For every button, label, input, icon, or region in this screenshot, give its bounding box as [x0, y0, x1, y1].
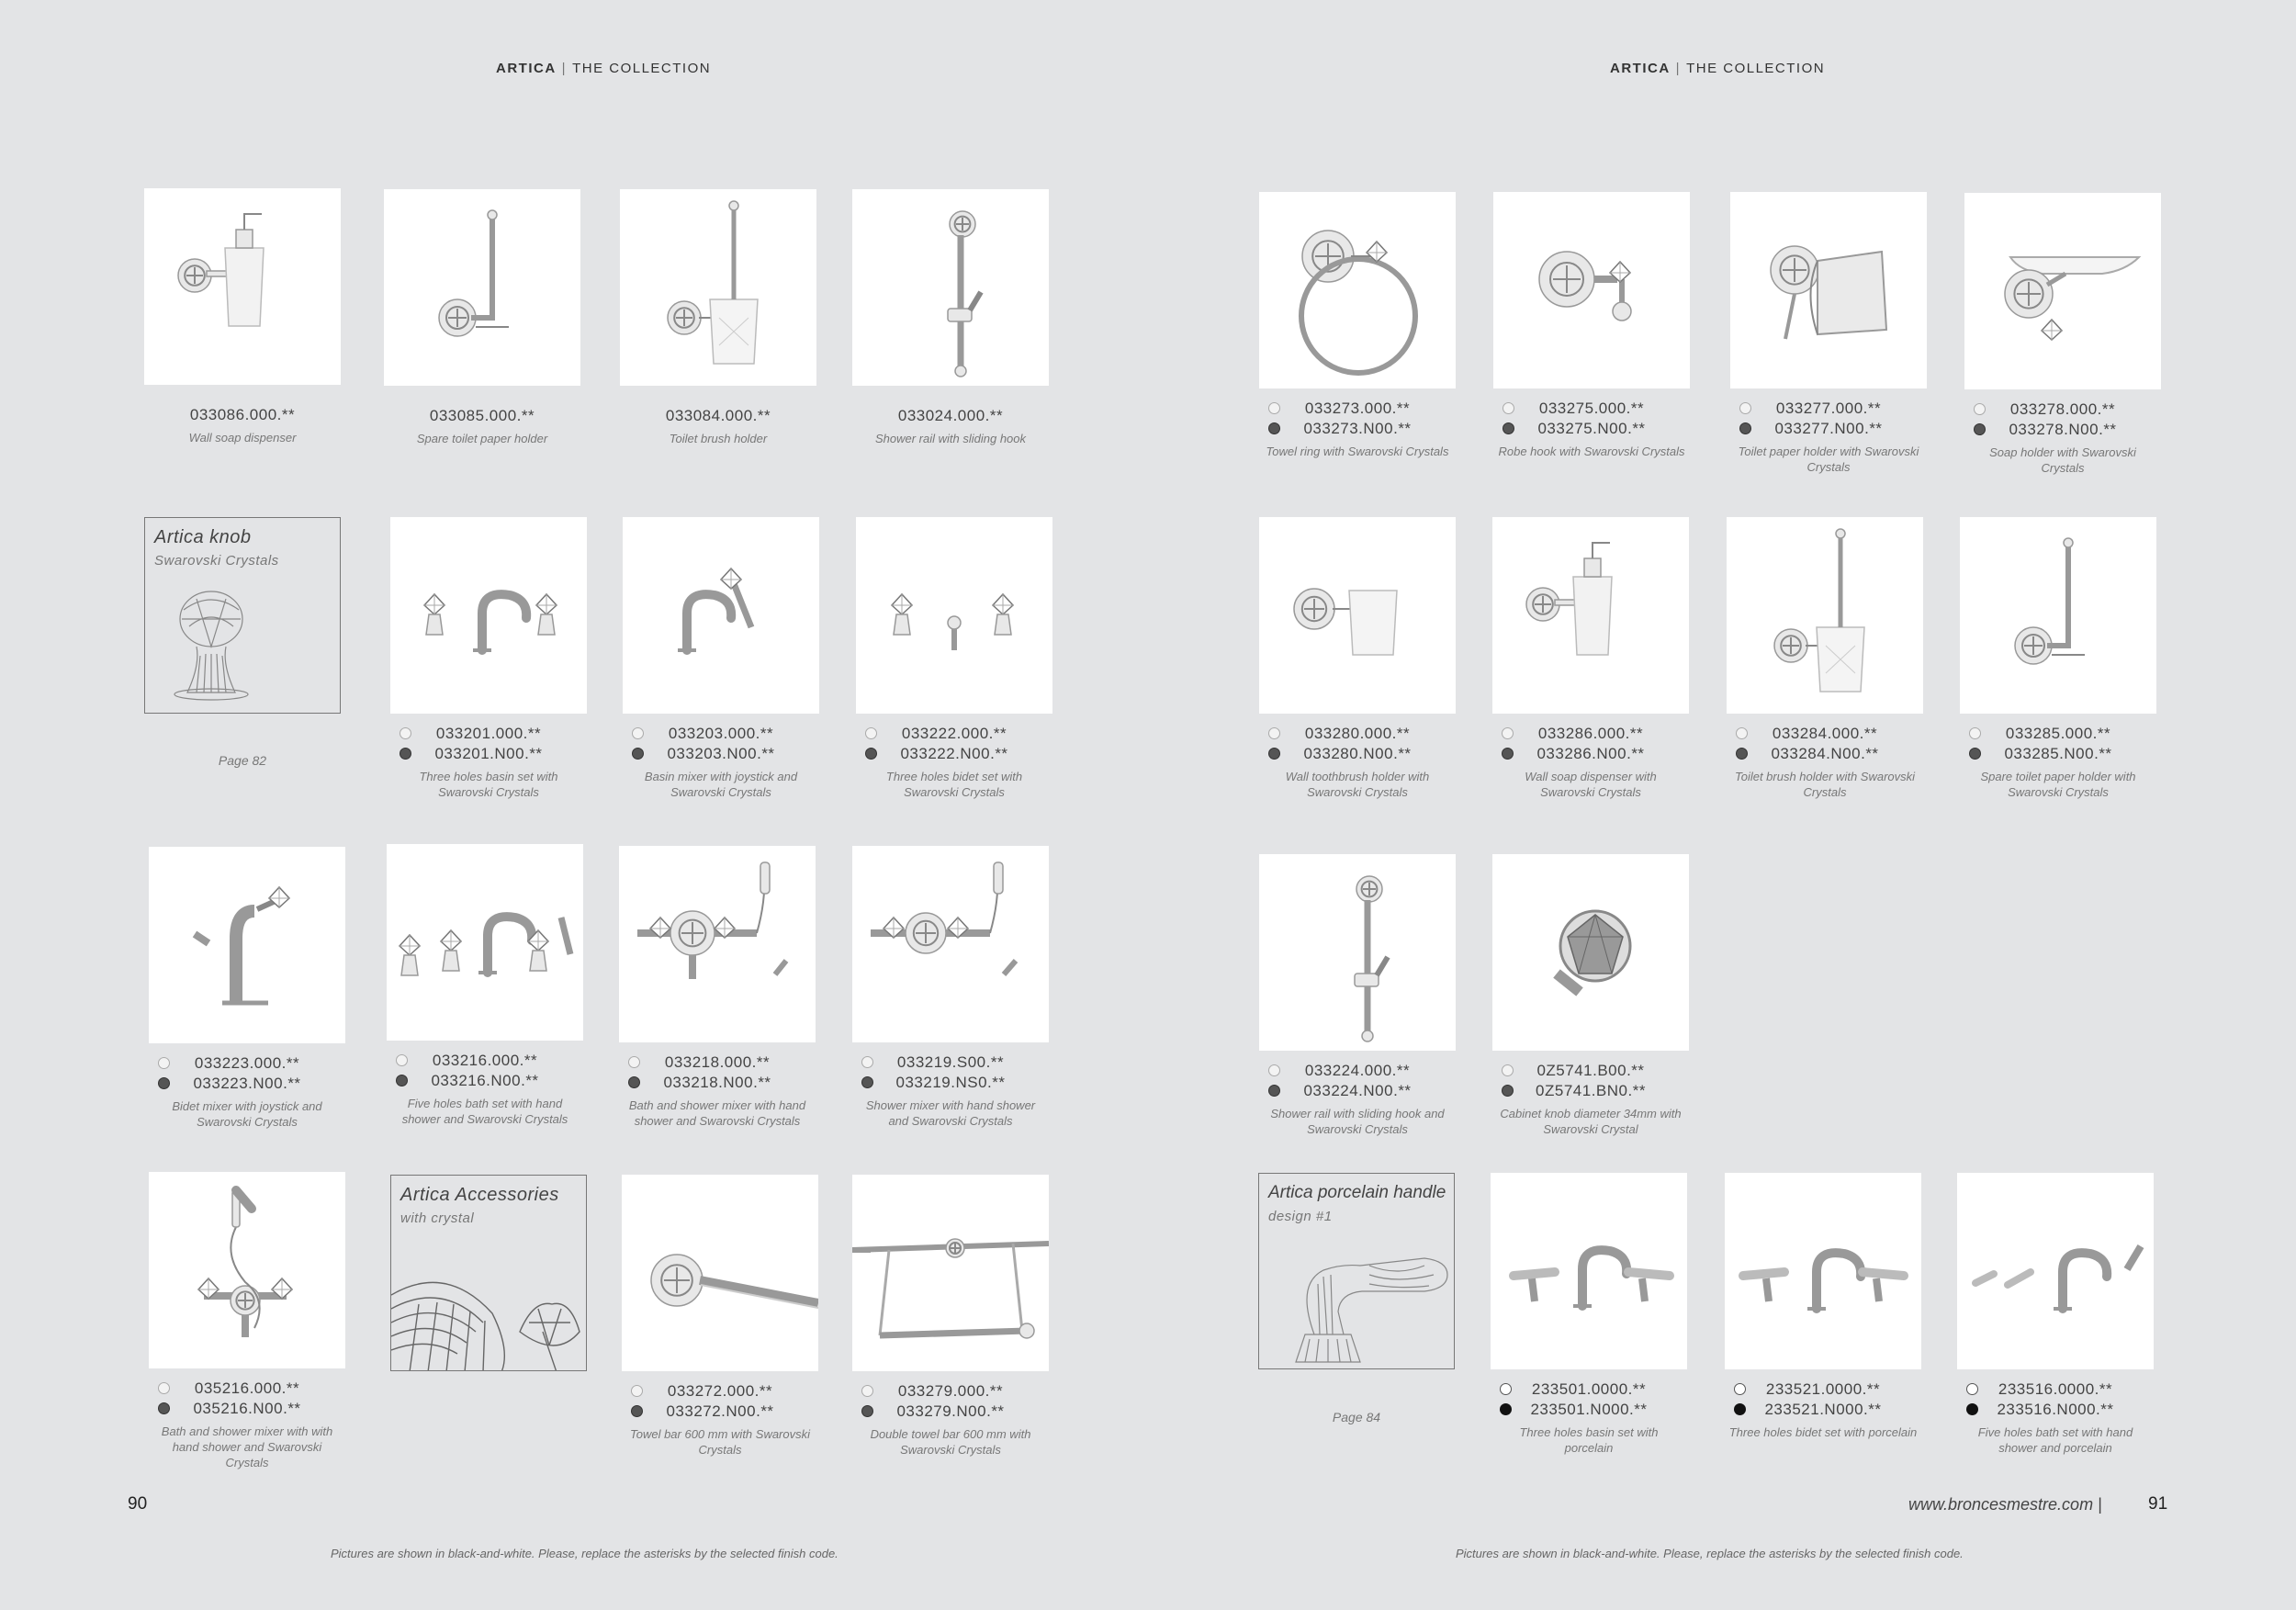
product-description: Shower rail with sliding hook and Swarovski Crystals	[1270, 1107, 1445, 1136]
toilet-brush-icon	[620, 189, 816, 386]
porcelain-bidet-set-icon	[1725, 1173, 1921, 1369]
product-photo	[1259, 192, 1456, 388]
towel-bar-icon	[622, 1175, 818, 1371]
product-code: 033272.000.**	[622, 1381, 818, 1402]
spare-paper-holder-icon	[1960, 517, 2156, 714]
product-description: Three holes basin set with porcelain	[1519, 1425, 1659, 1455]
finish-swatch-icon	[865, 748, 877, 760]
product-photo	[1727, 517, 1923, 714]
towel-ring-icon	[1259, 192, 1456, 388]
product-code: 033201.000.**	[390, 724, 587, 744]
product-code: 033280.N00.**	[1259, 744, 1456, 764]
product-description: Toilet paper holder with Swarovski Crystals	[1738, 445, 1919, 474]
product-code: 0Z5741.BN0.**	[1492, 1081, 1689, 1101]
product-photo	[390, 517, 587, 714]
finish-swatch-icon	[1503, 402, 1514, 414]
finish-swatch-icon	[396, 1075, 408, 1086]
product-photo	[149, 847, 345, 1043]
cabinet-knob-icon	[1492, 854, 1689, 1051]
product-code: 233521.0000.**	[1725, 1379, 1921, 1400]
product-code: 033203.N00.**	[623, 744, 819, 764]
toilet-brush-icon	[1727, 517, 1923, 714]
product-code: 033085.000.**	[429, 407, 535, 424]
finish-swatch-icon	[1739, 402, 1751, 414]
product-code: 033285.000.**	[1960, 724, 2156, 744]
finish-swatch-icon	[861, 1076, 873, 1088]
product-description: Robe hook with Swarovski Crystals	[1498, 445, 1685, 458]
product-code: 033277.N00.**	[1730, 419, 1927, 439]
product-code: 033273.N00.**	[1259, 419, 1456, 439]
product-description: Five holes bath set with hand shower and porcelain	[1977, 1425, 2133, 1455]
product-code: 033273.000.**	[1259, 399, 1456, 419]
product-code: 033086.000.**	[189, 406, 296, 423]
product-code: 033222.N00.**	[856, 744, 1052, 764]
product-code: 233501.N000.**	[1491, 1400, 1687, 1420]
product-code: 033218.N00.**	[619, 1073, 816, 1093]
bidet-set-icon	[856, 517, 1052, 714]
product-description: Spare toilet paper holder with Swarovski Crystals	[1980, 770, 2136, 799]
product-code: 033222.000.**	[856, 724, 1052, 744]
bath-shower-mixer-icon	[619, 846, 816, 1042]
product-photo	[852, 189, 1049, 386]
basin-mixer-icon	[623, 517, 819, 714]
header-left: ARTICA | THE COLLECTION	[496, 61, 712, 76]
product-code: 033286.N00.**	[1492, 744, 1689, 764]
product-code: 033278.N00.**	[1964, 420, 2161, 440]
product-code: 233516.N000.**	[1957, 1400, 2154, 1420]
accessory-detail-icon	[391, 1176, 587, 1371]
product-code: 0Z5741.B00.**	[1492, 1061, 1689, 1081]
page-ref-82: Page 82	[218, 753, 267, 768]
product-photo	[619, 846, 816, 1042]
soap-dispenser-icon	[144, 188, 341, 385]
finish-swatch-icon	[1966, 1383, 1978, 1395]
finish-swatch-icon	[1969, 748, 1981, 760]
finish-swatch-icon	[631, 1405, 643, 1417]
finish-swatch-icon	[158, 1077, 170, 1089]
finish-swatch-icon	[1268, 1064, 1280, 1076]
product-code: 033216.000.**	[387, 1051, 583, 1071]
finish-swatch-icon	[1500, 1403, 1512, 1415]
product-description: Three holes bidet set with Swarovski Crystals	[885, 770, 1023, 799]
product-description: Toilet brush holder	[669, 432, 768, 445]
product-photo	[1491, 1173, 1687, 1369]
page-number-left: 90	[128, 1494, 148, 1514]
soap-holder-icon	[1964, 193, 2161, 389]
finish-swatch-icon	[1966, 1403, 1978, 1415]
finish-swatch-icon	[1736, 727, 1748, 739]
bidet-mixer-icon	[149, 847, 345, 1043]
product-photo	[1492, 854, 1689, 1051]
product-code: 033285.N00.**	[1960, 744, 2156, 764]
product-description: Cabinet knob diameter 34mm with Swarovski Crystal	[1500, 1107, 1682, 1136]
finish-swatch-icon	[396, 1054, 408, 1066]
product-photo	[1960, 517, 2156, 714]
toothbrush-holder-icon	[1259, 517, 1456, 714]
finish-swatch-icon	[1268, 422, 1280, 434]
website-url[interactable]: www.broncesmestre.com |	[1908, 1495, 2102, 1514]
porcelain-basin-set-icon	[1491, 1173, 1687, 1369]
product-photo	[387, 844, 583, 1041]
finish-swatch-icon	[158, 1402, 170, 1414]
finish-swatch-icon	[1268, 748, 1280, 760]
finish-swatch-icon	[1502, 1064, 1514, 1076]
finish-swatch-icon	[631, 1385, 643, 1397]
product-photo	[1725, 1173, 1921, 1369]
product-code: 033218.000.**	[619, 1053, 816, 1073]
finish-note-right: Pictures are shown in black-and-white. Please, replace the asterisks by the selected finish code.	[1456, 1547, 1964, 1560]
product-description: Five holes bath set with hand shower and Swarovski Crystals	[401, 1097, 568, 1126]
finish-swatch-icon	[400, 748, 411, 760]
finish-swatch-icon	[1500, 1383, 1512, 1395]
product-description: Wall soap dispenser	[188, 431, 297, 445]
finish-swatch-icon	[1734, 1383, 1746, 1395]
product-code: 033280.000.**	[1259, 724, 1456, 744]
finish-swatch-icon	[1736, 748, 1748, 760]
product-photo	[384, 189, 580, 386]
finish-swatch-icon	[1268, 402, 1280, 414]
finish-swatch-icon	[861, 1056, 873, 1068]
finish-swatch-icon	[1503, 422, 1514, 434]
bath-set-icon	[387, 844, 583, 1041]
shower-rail-icon	[852, 189, 1049, 386]
product-photo	[1730, 192, 1927, 388]
product-code: 233501.0000.**	[1491, 1379, 1687, 1400]
product-description: Soap holder with Swarovski Crystals	[1989, 445, 2136, 475]
finish-swatch-icon	[1268, 1085, 1280, 1097]
finish-swatch-icon	[1268, 727, 1280, 739]
shower-rail-icon	[1259, 854, 1456, 1051]
product-photo	[620, 189, 816, 386]
product-photo	[622, 1175, 818, 1371]
product-photo	[1259, 517, 1456, 714]
finish-swatch-icon	[628, 1076, 640, 1088]
product-code: 033224.000.**	[1259, 1061, 1456, 1081]
product-photo	[852, 1175, 1049, 1371]
finish-swatch-icon	[1502, 748, 1514, 760]
product-description: Toilet brush holder with Swarovski Crystals	[1734, 770, 1916, 799]
product-code: 033277.000.**	[1730, 399, 1927, 419]
product-description: Double towel bar 600 mm with Swarovski Crystals	[870, 1427, 1031, 1457]
product-description: Shower mixer with hand shower and Swarovski Crystals	[865, 1098, 1036, 1128]
product-photo	[1259, 854, 1456, 1051]
spare-paper-holder-icon	[384, 189, 580, 386]
product-code: 033279.N00.**	[852, 1402, 1049, 1422]
product-description: Bath and shower mixer with with hand shower and Swarovski Crystals	[161, 1424, 333, 1469]
product-code: 033084.000.**	[665, 407, 771, 424]
double-towel-bar-icon	[852, 1175, 1049, 1371]
finish-swatch-icon	[1739, 422, 1751, 434]
finish-swatch-icon	[628, 1056, 640, 1068]
header-right: ARTICA | THE COLLECTION	[1610, 61, 1826, 76]
product-description: Three holes basin set with Swarovski Crystals	[419, 770, 558, 799]
finish-swatch-icon	[1974, 403, 1986, 415]
product-code: 035216.000.**	[149, 1379, 345, 1399]
product-code: 033219.NS0.**	[852, 1073, 1049, 1093]
page-ref-84: Page 84	[1332, 1410, 1381, 1424]
product-code: 035216.N00.**	[149, 1399, 345, 1419]
product-description: Bidet mixer with joystick and Swarovski Crystals	[172, 1099, 322, 1129]
finish-swatch-icon	[158, 1382, 170, 1394]
product-photo	[623, 517, 819, 714]
product-code: 033203.000.**	[623, 724, 819, 744]
shower-mixer-icon	[852, 846, 1049, 1042]
product-code: 033275.N00.**	[1493, 419, 1690, 439]
robe-hook-icon	[1493, 192, 1690, 388]
basin-set-icon	[390, 517, 587, 714]
product-photo	[856, 517, 1052, 714]
product-code: 033223.N00.**	[149, 1074, 345, 1094]
product-code: 233516.0000.**	[1957, 1379, 2154, 1400]
product-photo	[852, 846, 1049, 1042]
paper-holder-icon	[1730, 192, 1927, 388]
product-code: 033284.000.**	[1727, 724, 1923, 744]
finish-swatch-icon	[1502, 727, 1514, 739]
product-photo	[1957, 1173, 2154, 1369]
product-code: 033219.S00.**	[852, 1053, 1049, 1073]
product-code: 033216.N00.**	[387, 1071, 583, 1091]
feature-artica-accessories: Artica Accessories with crystal	[390, 1175, 587, 1371]
finish-swatch-icon	[865, 727, 877, 739]
product-code: 033272.N00.**	[622, 1402, 818, 1422]
porcelain-handle-icon	[1259, 1174, 1455, 1369]
feature-porcelain-handle: Artica porcelain handle design #1	[1258, 1173, 1455, 1369]
product-code: 033275.000.**	[1493, 399, 1690, 419]
finish-swatch-icon	[632, 748, 644, 760]
product-photo	[1492, 517, 1689, 714]
product-code: 033224.N00.**	[1259, 1081, 1456, 1101]
product-photo	[1964, 193, 2161, 389]
finish-note-left: Pictures are shown in black-and-white. Please, replace the asterisks by the selected finish code.	[331, 1547, 838, 1560]
product-photo	[1493, 192, 1690, 388]
crystal-knob-icon	[145, 518, 341, 714]
vintage-mixer-icon	[149, 1172, 345, 1368]
finish-swatch-icon	[861, 1385, 873, 1397]
finish-swatch-icon	[158, 1057, 170, 1069]
finish-swatch-icon	[1502, 1085, 1514, 1097]
product-code: 033286.000.**	[1492, 724, 1689, 744]
product-code: 033284.N00.**	[1727, 744, 1923, 764]
page-number-right: 91	[2148, 1494, 2168, 1514]
product-code: 033279.000.**	[852, 1381, 1049, 1402]
product-photo	[149, 1172, 345, 1368]
product-code: 033223.000.**	[149, 1053, 345, 1074]
product-description: Towel ring with Swarovski Crystals	[1266, 445, 1449, 458]
product-code: 233521.N000.**	[1725, 1400, 1921, 1420]
product-description: Towel bar 600 mm with Swarovski Crystals	[629, 1427, 811, 1457]
product-code: 033278.000.**	[1964, 400, 2161, 420]
soap-dispenser-icon	[1492, 517, 1689, 714]
product-code: 033024.000.**	[897, 407, 1004, 424]
product-description: Spare toilet paper holder	[416, 432, 548, 445]
product-description: Basin mixer with joystick and Swarovski Crystals	[644, 770, 798, 799]
porcelain-bath-set-icon	[1957, 1173, 2154, 1369]
product-photo	[144, 188, 341, 385]
finish-swatch-icon	[861, 1405, 873, 1417]
finish-swatch-icon	[1974, 423, 1986, 435]
product-description: Bath and shower mixer with hand shower and Swarovski Crystals	[628, 1098, 806, 1128]
finish-swatch-icon	[1734, 1403, 1746, 1415]
feature-artica-knob: Artica knob Swarovski Crystals	[144, 517, 341, 714]
finish-swatch-icon	[1969, 727, 1981, 739]
finish-swatch-icon	[400, 727, 411, 739]
product-description: Shower rail with sliding hook	[874, 432, 1027, 445]
product-description: Wall toothbrush holder with Swarovski Crystals	[1285, 770, 1430, 799]
finish-swatch-icon	[632, 727, 644, 739]
product-code: 033201.N00.**	[390, 744, 587, 764]
product-description: Wall soap dispenser with Swarovski Crystals	[1525, 770, 1657, 799]
product-description: Three holes bidet set with porcelain	[1728, 1425, 1918, 1439]
